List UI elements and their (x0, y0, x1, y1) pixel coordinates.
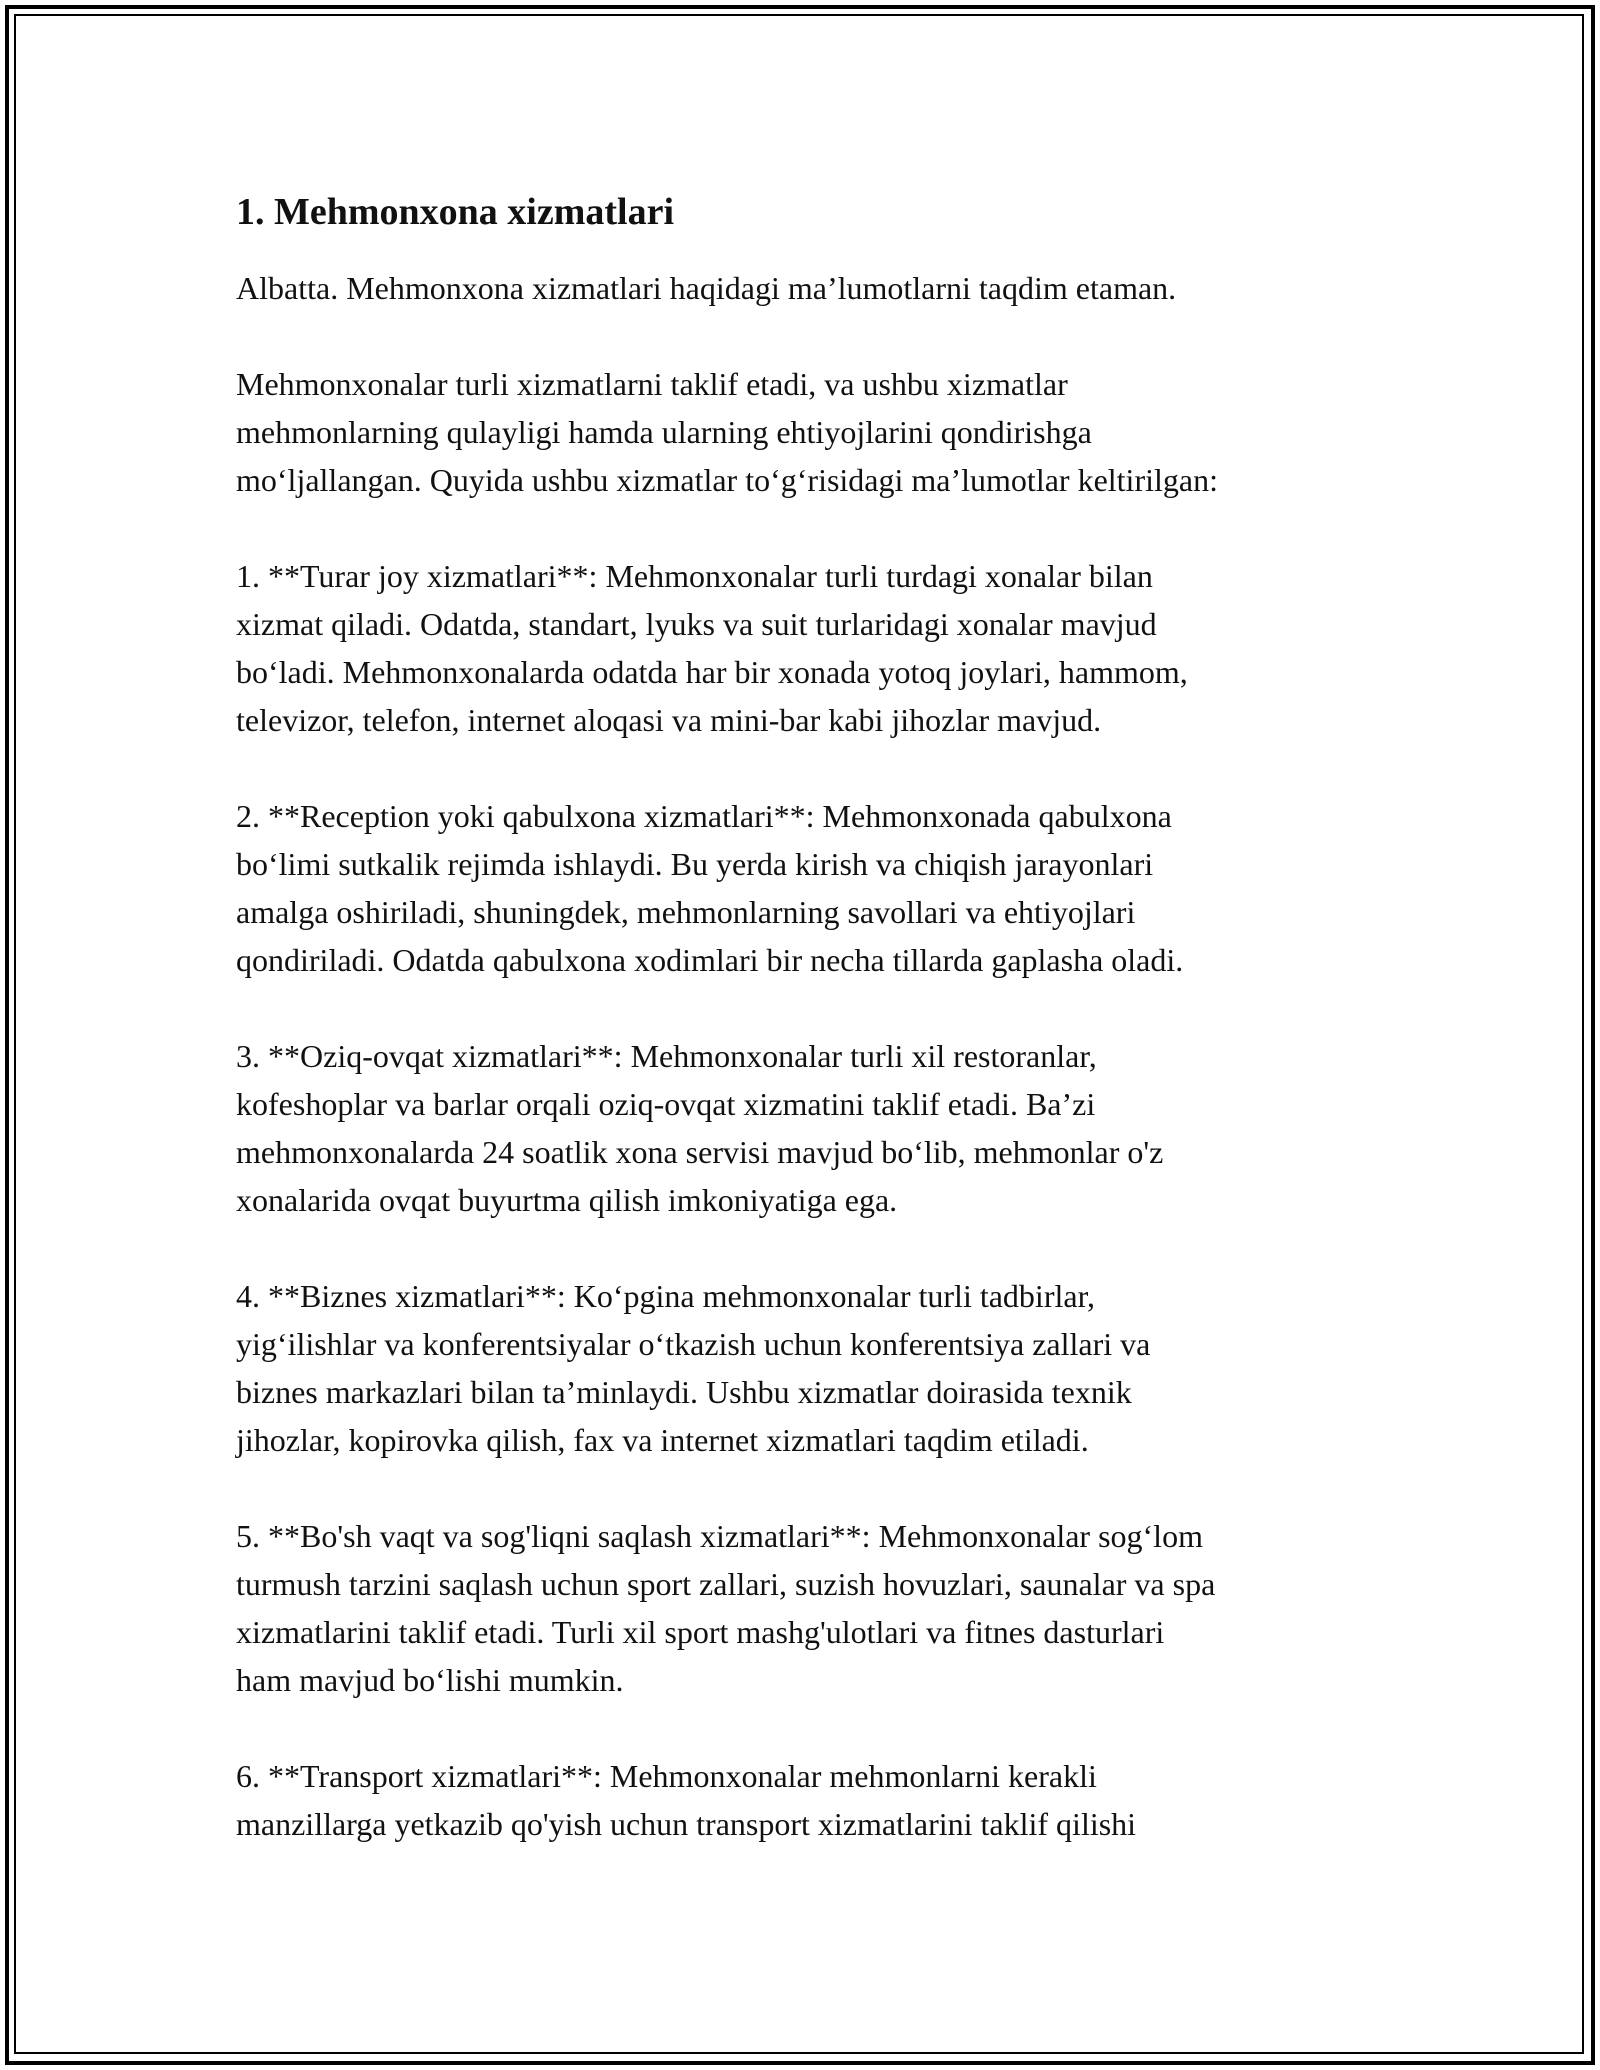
list-item-reception: 2. **Reception yoki qabulxona xizmatlari**: Mehmonxonada qabulxona bo‘limi sutkalik rejimda ishlaydi. Bu yerda kirish va chiqish jarayonlari amalga oshiriladi, shuningdek, mehmonlarning savollari va ehtiyojlari qondiriladi. Odatda qabulxona xodimlari bir necha tillarda gaplasha oladi. (236, 798, 1184, 978)
list-item-business: 4. **Biznes xizmatlari**: Ko‘pgina mehmonxonalar turli tadbirlar, yig‘ilishlar va konferentsiyalar o‘tkazish uchun konferentsiya zallari va biznes markazlari bilan ta’minlaydi. Ushbu xizmatlar doirasida texnik jihozlar, kopirovka qilish, fax va internet xizmatlari taqdim etiladi. (236, 1278, 1151, 1458)
intro-paragraph: Mehmonxonalar turli xizmatlarni taklif etadi, va ushbu xizmatlar mehmonlarning qulayligi hamda ularning ehtiyojlarini qondirishga mo‘ljallangan. Quyida ushbu xizmatlar to‘g‘risidagi ma’lumotlar keltirilgan: (236, 366, 1218, 498)
list-item-food: 3. **Oziq-ovqat xizmatlari**: Mehmonxonalar turli xil restoranlar, kofeshoplar va barlar orqali oziq-ovqat xizmatini taklif etadi. Ba’zi mehmonxonalarda 24 soatlik xona servisi mavjud bo‘lib, mehmonlar o'z xonalarida ovqat buyurtma qilish imkoniyatiga ega. (236, 1038, 1164, 1218)
list-item-transport: 6. **Transport xizmatlari**: Mehmonxonalar mehmonlarni kerakli manzillarga yetkazib qo'yish uchun transport xizmatlarini taklif qilishi (236, 1758, 1137, 1842)
list-item-accommodation: 1. **Turar joy xizmatlari**: Mehmonxonalar turli turdagi xonalar bilan xizmat qiladi. Odatda, standart, lyuks va suit turlaridagi xonalar mavjud bo‘ladi. Mehmonxonalarda odatda har bir xonada yotoq joylari, hammom, televizor, telefon, internet aloqasi va mini-bar kabi jihozlar mavjud. (236, 558, 1188, 738)
lead-paragraph: Albatta. Mehmonxona xizmatlari haqidagi ma’lumotlarni taqdim etaman. (236, 270, 1177, 306)
document-title: 1. Mehmonxona xizmatlari (236, 191, 675, 233)
list-item-leisure-health: 5. **Bo'sh vaqt va sog'liqni saqlash xizmatlari**: Mehmonxonalar sog‘lom turmush tarzini saqlash uchun sport zallari, suzish hovuzlari, saunalar va spa xizmatlarini taklif etadi. Turli xil sport mashg'ulotlari va fitnes dasturlari ham mavjud bo‘lishi mumkin. (236, 1518, 1216, 1698)
document-page (236, 188, 1416, 1848)
